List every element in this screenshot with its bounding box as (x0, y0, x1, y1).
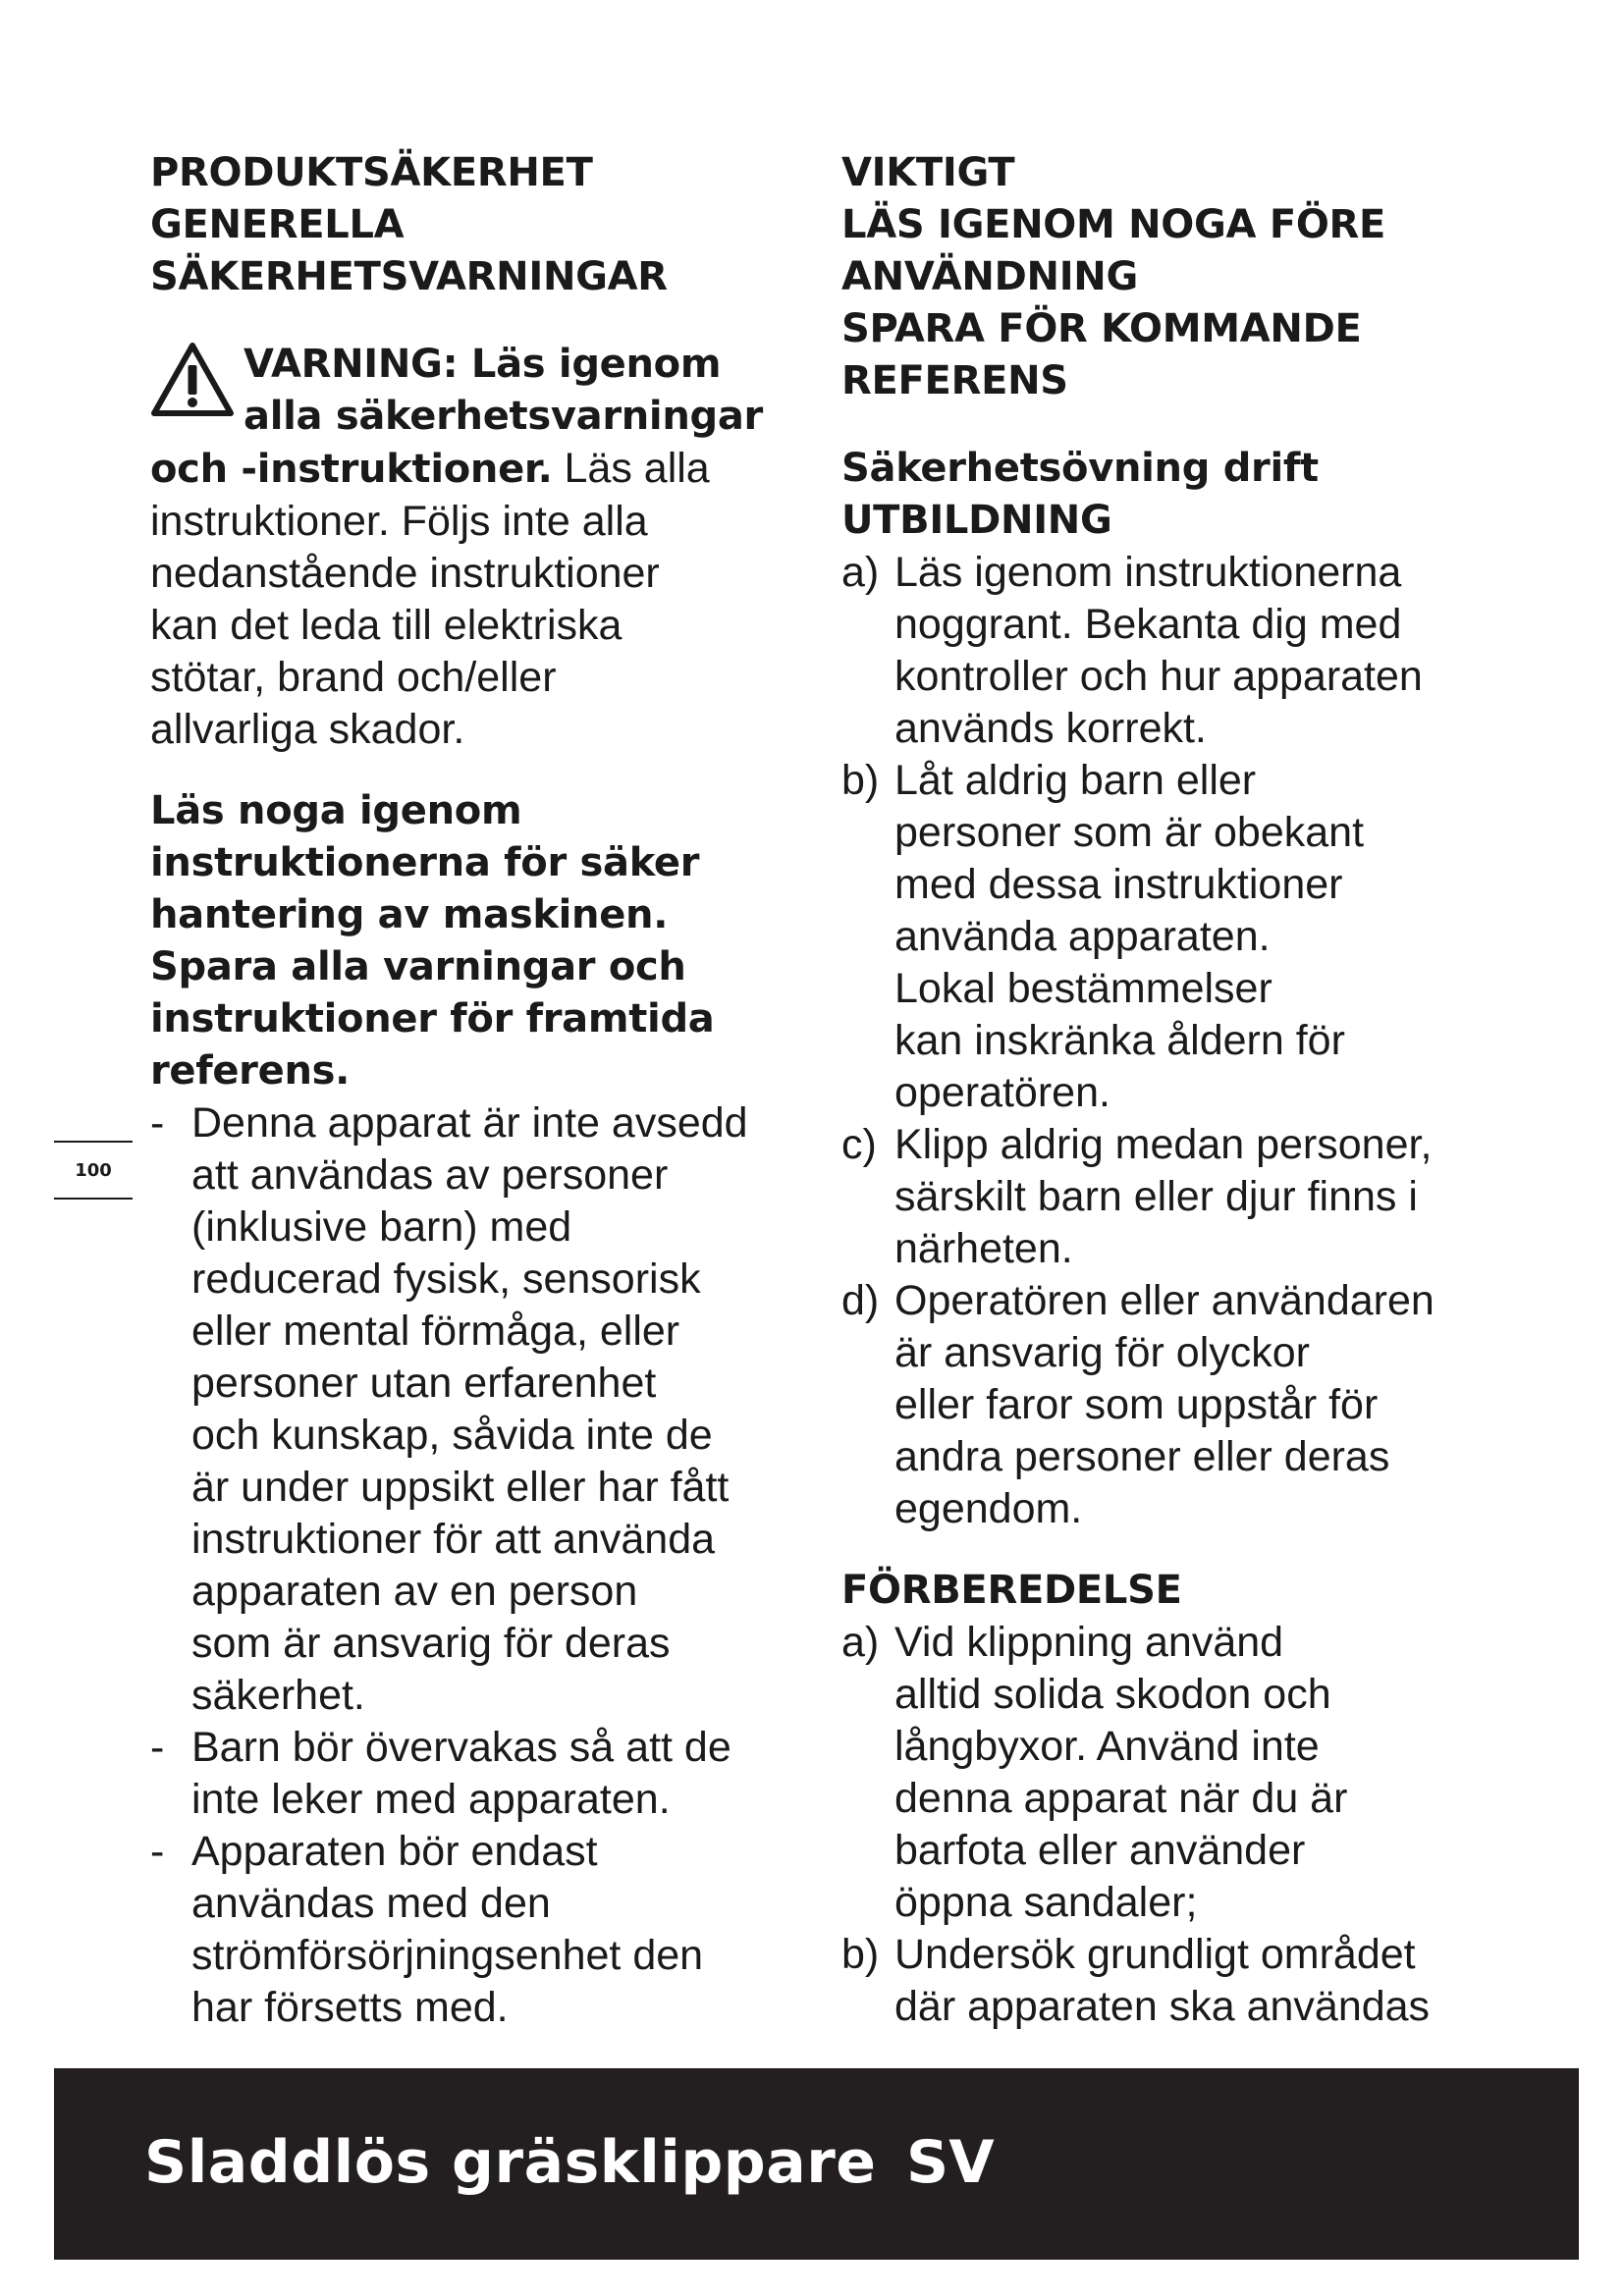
list-text-line: Läs igenom instruktionerna (894, 549, 1402, 596)
list-text-line: användas med den (191, 1880, 551, 1927)
heading-line: ANVÄNDNING (841, 254, 1138, 299)
list-marker: c) (841, 1121, 877, 1168)
warning-text-line: nedanstående instruktioner (150, 550, 660, 597)
list-text-line: är under uppsikt eller har fått (191, 1464, 730, 1511)
note-line: instruktionerna för säker (150, 840, 700, 885)
list-text-line: att användas av personer (191, 1151, 669, 1199)
list-text-line: eller mental förmåga, eller (191, 1308, 680, 1355)
list-text-line: Klipp aldrig medan personer, (894, 1121, 1433, 1168)
list-text-line: denna apparat när du är (894, 1775, 1348, 1822)
list-item (841, 1617, 1519, 1929)
list-text-line: personer som är obekant (894, 809, 1365, 856)
list-text-line: Vid klippning använd (894, 1619, 1284, 1666)
warning-triangle-icon (150, 342, 235, 418)
list-text-line: kan inskränka åldern för (894, 1017, 1345, 1064)
list-text-line: säkerhet. (191, 1672, 365, 1719)
list-text-line: särskilt barn eller djur finns i (894, 1173, 1418, 1220)
bold-note (150, 785, 818, 1097)
warning-title-line: VARNING: Läs igenom (244, 342, 722, 387)
list-text-line: Lokal bestämmelser (894, 965, 1272, 1012)
list-text-line: långbyxor. Använd inte (894, 1723, 1320, 1770)
list-dash: - (150, 1099, 165, 1147)
heading-line: GENERELLA (150, 202, 405, 247)
list-text-line: strömförsörjningsenhet den (191, 1932, 704, 1979)
warning-text-line: stötar, brand och/eller (150, 654, 557, 701)
list-dash: - (150, 1828, 165, 1875)
warning-text: Läs alla (552, 445, 710, 492)
list-marker: a) (841, 1619, 880, 1666)
list-item (150, 1722, 818, 1826)
list-text-line: som är ansvarig för deras (191, 1620, 671, 1667)
list-text-line: personer utan erfarenhet (191, 1360, 657, 1407)
heading-line: SPARA FÖR KOMMANDE (841, 306, 1362, 351)
heading-line: LÄS IGENOM NOGA FÖRE (841, 202, 1386, 247)
note-line: instruktioner för framtida (150, 996, 715, 1041)
section-heading-training (841, 443, 1519, 547)
list-dash: - (150, 1724, 165, 1771)
note-line: Spara alla varningar och (150, 944, 686, 989)
heading-line: SÄKERHETSVARNINGAR (150, 254, 668, 299)
list-text-line: eller faror som uppstår för (894, 1381, 1379, 1428)
list-text-line: Låt aldrig barn eller (894, 757, 1257, 804)
list-text-line: Undersök grundligt området (894, 1931, 1416, 1978)
list-marker: b) (841, 757, 880, 804)
heading-line: REFERENS (841, 358, 1068, 403)
list-text-line: Operatören eller användaren (894, 1277, 1435, 1324)
section-heading-important (841, 147, 1519, 407)
list-item (150, 1826, 818, 2034)
list-text-line: används korrekt. (894, 705, 1207, 752)
section-heading-preparation (841, 1565, 1519, 1617)
list-item (841, 1275, 1519, 1535)
list-text-line: öppna sandaler; (894, 1879, 1198, 1926)
warning-lead: och -instruktioner. (150, 447, 553, 492)
heading-line: VIKTIGT (841, 150, 1015, 195)
heading-line: FÖRBEREDELSE (841, 1568, 1182, 1613)
list-text-line: andra personer eller deras (894, 1433, 1390, 1480)
footer-title: Sladdlös gräsklippare (144, 2128, 877, 2197)
list-text-line: Denna apparat är inte avsedd (191, 1099, 748, 1147)
list-text-line: apparaten av en person (191, 1568, 638, 1615)
list-item (841, 1119, 1519, 1275)
list-text-line: operatören. (894, 1069, 1110, 1116)
list-marker: b) (841, 1931, 880, 1978)
right-column (841, 147, 1519, 2033)
list-item (841, 1929, 1519, 2033)
footer-bar (54, 2068, 1579, 2260)
list-text-line: noggrant. Bekanta dig med (894, 601, 1402, 648)
list-marker: a) (841, 549, 880, 596)
list-text-line: har försetts med. (191, 1984, 509, 2031)
list-text-line: barfota eller använder (894, 1827, 1306, 1874)
list-text-line: reducerad fysisk, sensorisk (191, 1255, 701, 1303)
list-text-line: med dessa instruktioner (894, 861, 1343, 908)
note-line: Läs noga igenom (150, 788, 522, 833)
section-heading-product-safety (150, 147, 818, 303)
list-text-line: närheten. (894, 1225, 1073, 1272)
warning-text-line: instruktioner. Följs inte alla (150, 498, 648, 545)
note-line: referens. (150, 1048, 351, 1094)
warning-text-line: kan det leda till elektriska (150, 602, 623, 649)
list-text-line: (inklusive barn) med (191, 1203, 572, 1251)
page-number: 100 (54, 1141, 133, 1200)
list-item (841, 755, 1519, 1119)
list-item (150, 1097, 818, 1722)
list-text-line: och kunskap, såvida inte de (191, 1412, 713, 1459)
list-text-line: kontroller och hur apparaten (894, 653, 1423, 700)
heading-line: Säkerhetsövning drift (841, 446, 1319, 491)
list-text-line: inte leker med apparaten. (191, 1776, 671, 1823)
list-text-line: alltid solida skodon och (894, 1671, 1331, 1718)
footer-language-code: SV (906, 2128, 995, 2197)
list-text-line: egendom. (894, 1485, 1083, 1532)
list-marker: d) (841, 1277, 880, 1324)
list-text-line: där apparaten ska användas (894, 1983, 1431, 2030)
warning-body (150, 443, 818, 756)
left-column (150, 147, 818, 2034)
note-line: hantering av maskinen. (150, 892, 669, 937)
list-text-line: instruktioner för att använda (191, 1516, 716, 1563)
heading-line: PRODUKTSÄKERHET (150, 150, 593, 195)
heading-line: UTBILDNING (841, 498, 1112, 543)
list-text-line: använda apparaten. (894, 913, 1271, 960)
list-text-line: Apparaten bör endast (191, 1828, 598, 1875)
warning-title-line: alla säkerhetsvarningar (244, 394, 763, 439)
warning-title (150, 339, 818, 443)
list-text-line: Barn bör övervakas så att de (191, 1724, 731, 1771)
list-text-line: är ansvarig för olyckor (894, 1329, 1310, 1376)
list-item (841, 547, 1519, 755)
warning-block (150, 339, 818, 756)
warning-text-line: allvarliga skador. (150, 706, 465, 753)
